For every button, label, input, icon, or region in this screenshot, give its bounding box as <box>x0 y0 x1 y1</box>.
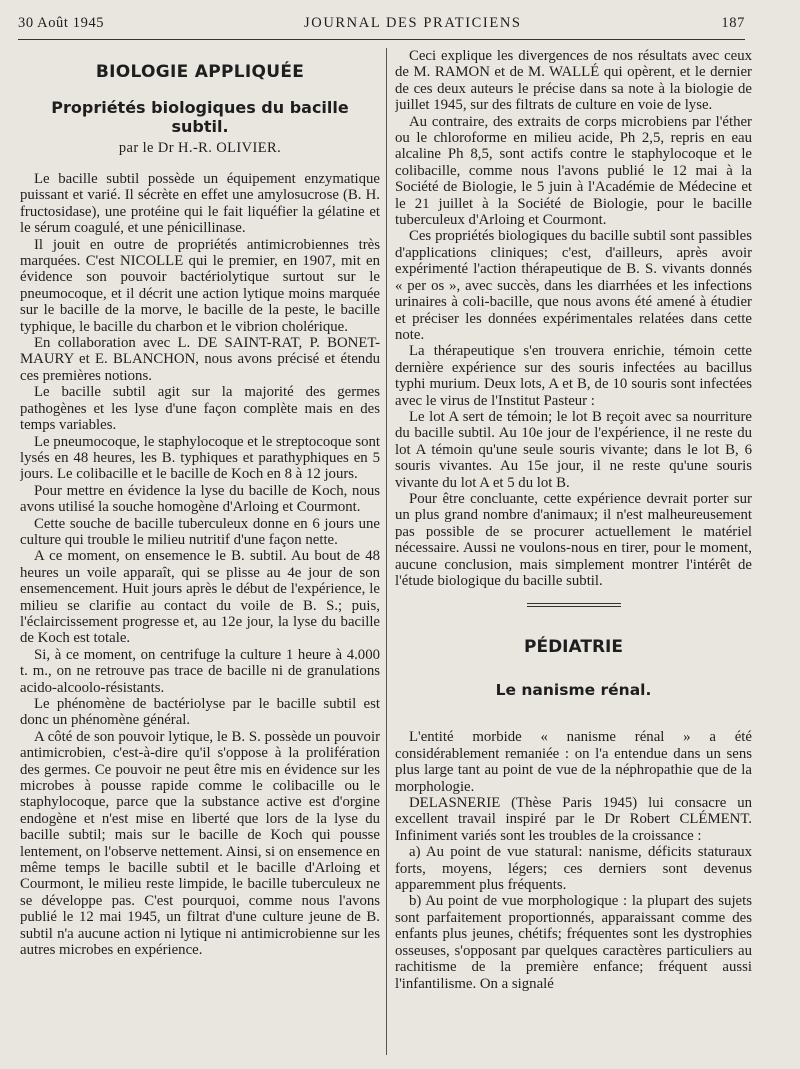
paragraph: Il jouit en outre de propriétés antimicrobiennes très marquées. C'est NICOLLE qui le premier, en 1907, mit en évidence son pouvoir bactériolytique surtout sur le pneumocoque, et il décrit une action lytique moins marquée sur le bacille de la morve, le bacille de la peste, le bacille typhique, le bacille du charbon et le vibrion cholérique. <box>20 236 380 335</box>
paragraph: Le phénomène de bactériolyse par le bacille subtil est donc un phénomène général. <box>20 696 380 729</box>
paragraph: Le bacille subtil possède un équipement enzymatique puissant et varié. Il sécrète en effet une amylosucrose (B. H. fructosidase), une protéine qui le fait liquéfier la gélatine et le sérum coagulé, et une pénicillinase. <box>20 171 380 237</box>
paragraph: La thérapeutique s'en trouvera enrichie, témoin cette dernière expérience sur des souris infectées au bacillus typhi murium. Deux lots, A et B, de 10 souris sont infectées avec le virus de l'Institut Pasteur : <box>395 343 752 409</box>
paragraph: Si, à ce moment, on centrifuge la culture 1 heure à 4.000 t. m., on ne retrouve pas trace de bacille ni de granulations acido-alcoolo-résistants. <box>20 646 380 696</box>
paragraph: En collaboration avec L. DE SAINT-RAT, P. BONET-MAURY et E. BLANCHON, nous avons précisé et étendu ces premières notions. <box>20 335 380 384</box>
paragraph: Pour être concluante, cette expérience devrait porter sur un plus grand nombre d'animaux; il n'est malheureusement pas possible de se procurer actuellement le matériel nécessaire. Aussi ne voulons-nous en tirer, pour le moment, aucune conclusion, mais simplement montrer l'intérêt de l'étude biologique du bacille subtil. <box>395 490 752 589</box>
page-number: 187 <box>721 15 745 31</box>
right-column <box>395 48 752 1061</box>
section-title-pediatrie: PÉDIATRIE <box>524 637 623 658</box>
paragraph: a) Au point de vue statural: nanisme, déficits staturaux forts, moyens, légers; ces derniers sont devenus apparemment plus fréquents. <box>395 844 752 894</box>
header-rule <box>18 39 745 40</box>
page-header <box>18 15 745 39</box>
paragraph: Cette souche de bacille tuberculeux donne en 6 jours une culture qui trouble le milieu nutritif d'une façon nette. <box>20 515 380 548</box>
paragraph: DELASNERIE (Thèse Paris 1945) lui consacre un excellent travail inspiré par le Dr Robert CLÉMENT. Infiniment variés sont les troubles de la croissance : <box>395 795 752 844</box>
paragraph: Le lot A sert de témoin; le lot B reçoit avec sa nourriture du bacille subtil. Au 10e jour de l'expérience, il ne reste du lot A témoin qu'une seule souris vivante; dans le lot B, 6 souris vivantes. Au 15e jour, il ne reste qu'une souris vivante du lot A et 5 du lot B. <box>395 408 752 491</box>
paragraph: Ceci explique les divergences de nos résultats avec ceux de M. RAMON et de M. WALLÉ qui opèrent, et le dernier de ces deux auteurs le précise dans sa note à la biologie de juillet 1945, sur des filtrats de culture en voie de lyse. <box>395 48 752 114</box>
article-byline: par le Dr H.-R. OLIVIER. <box>118 140 282 156</box>
paragraph: b) Au point de vue morphologique : la plupart des sujets sont parfaitement proportionnés, apparaissant comme des enfants plus jeunes, chétifs; fréquentes sont les dystrophies osseuses, s'opposant par quelques caractères particuliers au rachitisme de la première enfance; fréquent aussi l'infantilisme. On a signalé <box>395 893 752 992</box>
paragraph: A côté de son pouvoir lytique, le B. S. possède un pouvoir antimicrobien, c'est-à-dire qu'il s'oppose à la prolifération des germes. Ce pouvoir ne peut être mis en évidence sur les microbes à pousse rapide comme le colibacille ou le staphylocoque, parce que la substance active est d'orgine endogène et n'est mise en liberté que lors de la lyse du bacille subtil; mais sur le bacille de Koch qui pousse lentement, on l'observe nettement. Ainsi, si on ensemence en même temps le bacille subtil et le bacille d'Arloing et Courmont, le milieu reste limpide, le bacille tuberculeux ne se développe pas. C'est pourquoi, comme nous l'avons publié le 12 mai 1945, un filtrat d'une culture jeune de B. subtil n'a aucune action ni lytique ni antimicrobienne sur les autres microbes en expérience. <box>20 728 380 959</box>
article-title-bacille: Propriétés biologiques du bacille subtil. <box>51 98 349 136</box>
paragraph: L'entité morbide « nanisme rénal » a été considérablement remaniée : on l'a entendue dans un sens plus large tant au point de vue de la néphropathie que de la morphologie. <box>395 729 752 795</box>
paragraph: A ce moment, on ensemence le B. subtil. Au bout de 48 heures un voile apparaît, qui se plisse au 4e jour de son ensemencement. Huit jours après le début de l'expérience, le milieu se clarifie au contact du voile de B. S.; puis, l'éclaircissement progresse et, au 12e jour, la lyse du bacille de Koch est totale. <box>20 548 380 647</box>
paragraph: Pour mettre en évidence la lyse du bacille de Koch, nous avons utilisé la souche homogène d'Arloing et Courmont. <box>20 482 380 516</box>
paragraph: Le pneumocoque, le staphylocoque et le streptocoque sont lysés en 48 heures, les B. typhiques et parathyphiques en 5 jours. Le colibacille et le bacille de Koch en 8 à 12 jours. <box>20 433 380 483</box>
paragraph: Le bacille subtil agit sur la majorité des germes pathogènes et les lyse d'une façon complète mais en des temps variables. <box>20 384 380 434</box>
left-column <box>20 48 380 1061</box>
section-title-biologie: BIOLOGIE APPLIQUÉE <box>95 62 305 82</box>
issue-date: 30 Août 1945 <box>18 15 105 31</box>
paragraph: Au contraire, des extraits de corps microbiens par l'éther ou le chloroforme en milieu acide, Ph 2,5, repris en eau alcaline Ph 8,5, sont actifs contre le staphylocoque et le colibacille, comme nous l'avons publié le 12 mai à la Société de Biologie, le 5 juin à l'Académie de Médecine et le 21 juillet à la Société de Biologie, pour le bacille tuberculeux d'Arloing et Courmont. <box>395 113 752 229</box>
column-divider <box>386 48 387 1055</box>
section-separator <box>527 603 621 607</box>
article-title-nanisme: Le nanisme rénal. <box>495 681 652 700</box>
paragraph: Ces propriétés biologiques du bacille subtil sont passibles d'applications cliniques; c'est, d'ailleurs, après avoir expérimenté l'action thérapeutique de B. S. vivants donnés « per os », avec succès, dans les diarrhées et les infections urinaires à coli-bacille, que nous avons été amené à étudier et préciser les données expérimentales relatées dans cette note. <box>395 228 752 343</box>
journal-title: JOURNAL DES PRATICIENS <box>304 15 522 31</box>
